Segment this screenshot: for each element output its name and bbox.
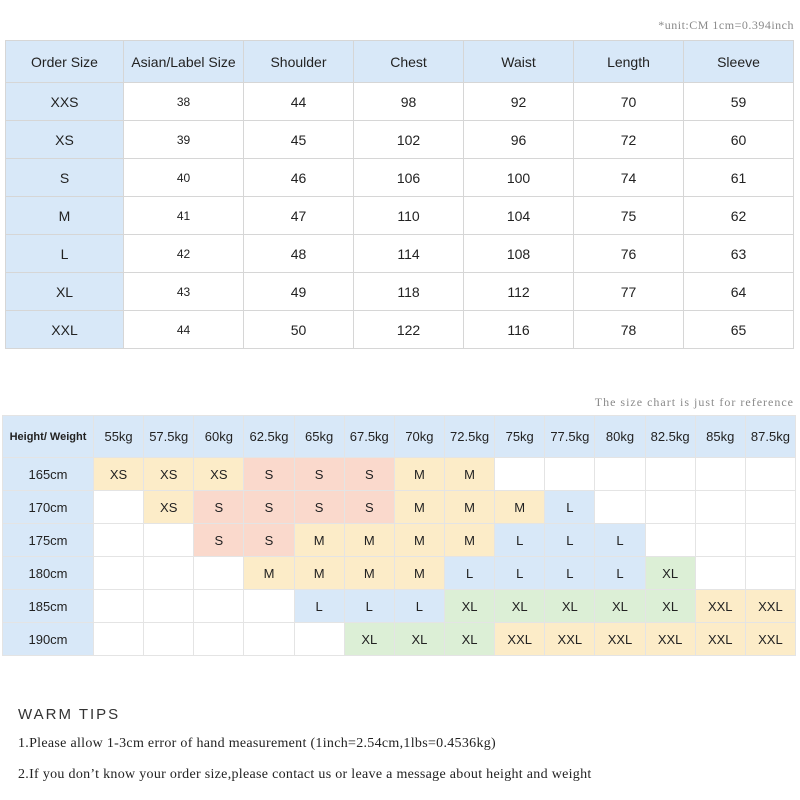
recommended-size-cell: XL xyxy=(645,557,695,590)
recommended-size-cell: XL xyxy=(495,590,545,623)
recommended-size-cell: S xyxy=(344,491,394,524)
recommended-size-cell xyxy=(94,623,144,656)
measurement-cell: 40 xyxy=(124,159,244,197)
recommended-size-cell: M xyxy=(495,491,545,524)
recommended-size-cell xyxy=(595,491,645,524)
recommended-size-cell: XS xyxy=(144,458,194,491)
height-cell: 170cm xyxy=(3,491,94,524)
order-size-cell: XS xyxy=(6,121,124,159)
recommended-size-cell: M xyxy=(344,557,394,590)
recommended-size-cell: S xyxy=(244,458,294,491)
measurement-cell: 64 xyxy=(684,273,794,311)
recommended-size-cell: M xyxy=(344,524,394,557)
recommended-size-cell: XL xyxy=(645,590,695,623)
height-cell: 175cm xyxy=(3,524,94,557)
measurement-cell: 39 xyxy=(124,121,244,159)
order-size-cell: S xyxy=(6,159,124,197)
recommended-size-cell: XXL xyxy=(595,623,645,656)
recommended-size-cell xyxy=(194,590,244,623)
measurement-cell: 47 xyxy=(244,197,354,235)
measurement-cell: 100 xyxy=(464,159,574,197)
size-table-column-header: Order Size xyxy=(6,41,124,83)
height-row xyxy=(3,458,796,491)
order-size-cell: XXL xyxy=(6,311,124,349)
size-table-row xyxy=(6,159,794,197)
weight-column-header: 85kg xyxy=(695,416,745,458)
measurement-cell: 61 xyxy=(684,159,794,197)
recommended-size-cell: L xyxy=(595,524,645,557)
recommended-size-cell: L xyxy=(394,590,444,623)
height-cell: 185cm xyxy=(3,590,94,623)
recommended-size-cell xyxy=(645,458,695,491)
recommended-size-cell: L xyxy=(294,590,344,623)
recommended-size-cell xyxy=(695,491,745,524)
recommended-size-cell xyxy=(144,623,194,656)
warm-tips-title: WARM TIPS xyxy=(18,706,121,723)
weight-column-header: 67.5kg xyxy=(344,416,394,458)
unit-note: *unit:CM 1cm=0.394inch xyxy=(658,18,794,32)
recommended-size-cell: XL xyxy=(545,590,595,623)
size-table-body xyxy=(6,83,794,349)
order-size-cell: M xyxy=(6,197,124,235)
recommended-size-cell: L xyxy=(545,557,595,590)
recommended-size-cell: XL xyxy=(444,623,494,656)
height-row xyxy=(3,491,796,524)
measurement-cell: 118 xyxy=(354,273,464,311)
recommended-size-cell: S xyxy=(344,458,394,491)
recommended-size-cell: M xyxy=(294,557,344,590)
recommended-size-cell: M xyxy=(294,524,344,557)
measurement-cell: 110 xyxy=(354,197,464,235)
measurement-cell: 74 xyxy=(574,159,684,197)
size-table-row xyxy=(6,273,794,311)
weight-column-header: 75kg xyxy=(495,416,545,458)
measurement-cell: 78 xyxy=(574,311,684,349)
recommended-size-cell: L xyxy=(545,491,595,524)
measurement-cell: 45 xyxy=(244,121,354,159)
recommended-size-cell: XXL xyxy=(695,623,745,656)
size-table-row xyxy=(6,235,794,273)
order-size-cell: L xyxy=(6,235,124,273)
order-size-cell: XL xyxy=(6,273,124,311)
size-table-column-header: Sleeve xyxy=(684,41,794,83)
weight-column-header: 87.5kg xyxy=(745,416,795,458)
recommended-size-cell: XXL xyxy=(745,623,795,656)
height-row xyxy=(3,524,796,557)
measurement-cell: 77 xyxy=(574,273,684,311)
recommended-size-cell xyxy=(745,524,795,557)
recommended-size-cell: S xyxy=(194,491,244,524)
weight-column-header: 77.5kg xyxy=(545,416,595,458)
weight-table-header-row xyxy=(3,416,796,458)
measurement-cell: 38 xyxy=(124,83,244,121)
recommended-size-cell: L xyxy=(495,524,545,557)
recommended-size-cell: M xyxy=(394,524,444,557)
size-table-row xyxy=(6,197,794,235)
height-row xyxy=(3,623,796,656)
measurement-cell: 41 xyxy=(124,197,244,235)
measurement-cell: 116 xyxy=(464,311,574,349)
measurement-cell: 48 xyxy=(244,235,354,273)
measurement-cell: 106 xyxy=(354,159,464,197)
measurement-cell: 98 xyxy=(354,83,464,121)
recommended-size-cell xyxy=(745,491,795,524)
measurement-cell: 114 xyxy=(354,235,464,273)
measurement-cell: 96 xyxy=(464,121,574,159)
recommended-size-cell xyxy=(695,524,745,557)
size-table-row xyxy=(6,311,794,349)
recommended-size-cell: XL xyxy=(394,623,444,656)
recommended-size-cell xyxy=(144,590,194,623)
recommended-size-cell: XL xyxy=(444,590,494,623)
measurement-cell: 108 xyxy=(464,235,574,273)
measurement-cell: 44 xyxy=(124,311,244,349)
recommended-size-cell: L xyxy=(595,557,645,590)
measurement-cell: 72 xyxy=(574,121,684,159)
recommended-size-cell: S xyxy=(244,491,294,524)
measurement-cell: 76 xyxy=(574,235,684,273)
recommended-size-cell xyxy=(94,491,144,524)
measurement-cell: 112 xyxy=(464,273,574,311)
size-table-row xyxy=(6,121,794,159)
size-measurement-table xyxy=(5,40,794,349)
recommended-size-cell xyxy=(94,524,144,557)
recommended-size-cell: M xyxy=(444,491,494,524)
measurement-cell: 63 xyxy=(684,235,794,273)
recommended-size-cell: XXL xyxy=(545,623,595,656)
recommended-size-cell: XS xyxy=(194,458,244,491)
height-weight-table xyxy=(2,415,796,656)
weight-column-header: 65kg xyxy=(294,416,344,458)
size-table-column-header: Length xyxy=(574,41,684,83)
measurement-cell: 62 xyxy=(684,197,794,235)
size-table-column-header: Asian/Label Size xyxy=(124,41,244,83)
recommended-size-cell: S xyxy=(294,491,344,524)
recommended-size-cell xyxy=(695,458,745,491)
size-table-column-header: Chest xyxy=(354,41,464,83)
measurement-cell: 43 xyxy=(124,273,244,311)
recommended-size-cell xyxy=(194,557,244,590)
recommended-size-cell xyxy=(144,524,194,557)
recommended-size-cell: L xyxy=(545,524,595,557)
size-table-column-header: Shoulder xyxy=(244,41,354,83)
recommended-size-cell xyxy=(495,458,545,491)
order-size-cell: XXS xyxy=(6,83,124,121)
recommended-size-cell: L xyxy=(344,590,394,623)
recommended-size-cell: M xyxy=(444,524,494,557)
height-cell: 190cm xyxy=(3,623,94,656)
measurement-cell: 104 xyxy=(464,197,574,235)
measurement-cell: 75 xyxy=(574,197,684,235)
recommended-size-cell xyxy=(645,491,695,524)
recommended-size-cell: M xyxy=(394,458,444,491)
recommended-size-cell xyxy=(545,458,595,491)
recommended-size-cell xyxy=(244,590,294,623)
size-table-column-header: Waist xyxy=(464,41,574,83)
measurement-cell: 42 xyxy=(124,235,244,273)
weight-column-header: 57.5kg xyxy=(144,416,194,458)
height-row xyxy=(3,557,796,590)
measurement-cell: 44 xyxy=(244,83,354,121)
recommended-size-cell: M xyxy=(394,491,444,524)
height-cell: 165cm xyxy=(3,458,94,491)
recommended-size-cell xyxy=(94,590,144,623)
measurement-cell: 70 xyxy=(574,83,684,121)
measurement-cell: 59 xyxy=(684,83,794,121)
recommended-size-cell xyxy=(745,557,795,590)
reference-note: The size chart is just for reference xyxy=(594,395,794,409)
recommended-size-cell xyxy=(645,524,695,557)
recommended-size-cell xyxy=(194,623,244,656)
measurement-cell: 92 xyxy=(464,83,574,121)
measurement-cell: 102 xyxy=(354,121,464,159)
recommended-size-cell: L xyxy=(495,557,545,590)
recommended-size-cell: XXL xyxy=(745,590,795,623)
recommended-size-cell: XS xyxy=(94,458,144,491)
measurement-cell: 50 xyxy=(244,311,354,349)
weight-column-header: 60kg xyxy=(194,416,244,458)
recommended-size-cell: XS xyxy=(144,491,194,524)
weight-column-header: 72.5kg xyxy=(444,416,494,458)
warm-tip-item: 1.Please allow 1-3cm error of hand measurement (1inch=2.54cm,1lbs=0.4536kg) xyxy=(18,736,497,751)
recommended-size-cell: S xyxy=(244,524,294,557)
recommended-size-cell: XXL xyxy=(695,590,745,623)
weight-column-header: 80kg xyxy=(595,416,645,458)
weight-column-header: 82.5kg xyxy=(645,416,695,458)
measurement-cell: 46 xyxy=(244,159,354,197)
height-weight-corner-label: Height/ Weight xyxy=(3,416,94,458)
height-row xyxy=(3,590,796,623)
measurement-cell: 49 xyxy=(244,273,354,311)
recommended-size-cell: L xyxy=(444,557,494,590)
recommended-size-cell xyxy=(294,623,344,656)
height-cell: 180cm xyxy=(3,557,94,590)
size-table-header-row xyxy=(6,41,794,83)
weight-table-body xyxy=(3,458,796,656)
measurement-cell: 122 xyxy=(354,311,464,349)
recommended-size-cell: XL xyxy=(344,623,394,656)
weight-column-header: 70kg xyxy=(394,416,444,458)
recommended-size-cell: S xyxy=(294,458,344,491)
recommended-size-cell xyxy=(144,557,194,590)
recommended-size-cell xyxy=(745,458,795,491)
recommended-size-cell: M xyxy=(244,557,294,590)
measurement-cell: 65 xyxy=(684,311,794,349)
measurement-cell: 60 xyxy=(684,121,794,159)
warm-tip-item: 2.If you don’t know your order size,please contact us or leave a message about height and weight xyxy=(18,767,592,782)
recommended-size-cell: M xyxy=(444,458,494,491)
weight-column-header: 55kg xyxy=(94,416,144,458)
recommended-size-cell xyxy=(94,557,144,590)
recommended-size-cell xyxy=(244,623,294,656)
recommended-size-cell: XXL xyxy=(645,623,695,656)
size-table-row xyxy=(6,83,794,121)
recommended-size-cell: M xyxy=(394,557,444,590)
recommended-size-cell: XL xyxy=(595,590,645,623)
weight-column-header: 62.5kg xyxy=(244,416,294,458)
recommended-size-cell xyxy=(595,458,645,491)
recommended-size-cell: S xyxy=(194,524,244,557)
recommended-size-cell: XXL xyxy=(495,623,545,656)
recommended-size-cell xyxy=(695,557,745,590)
